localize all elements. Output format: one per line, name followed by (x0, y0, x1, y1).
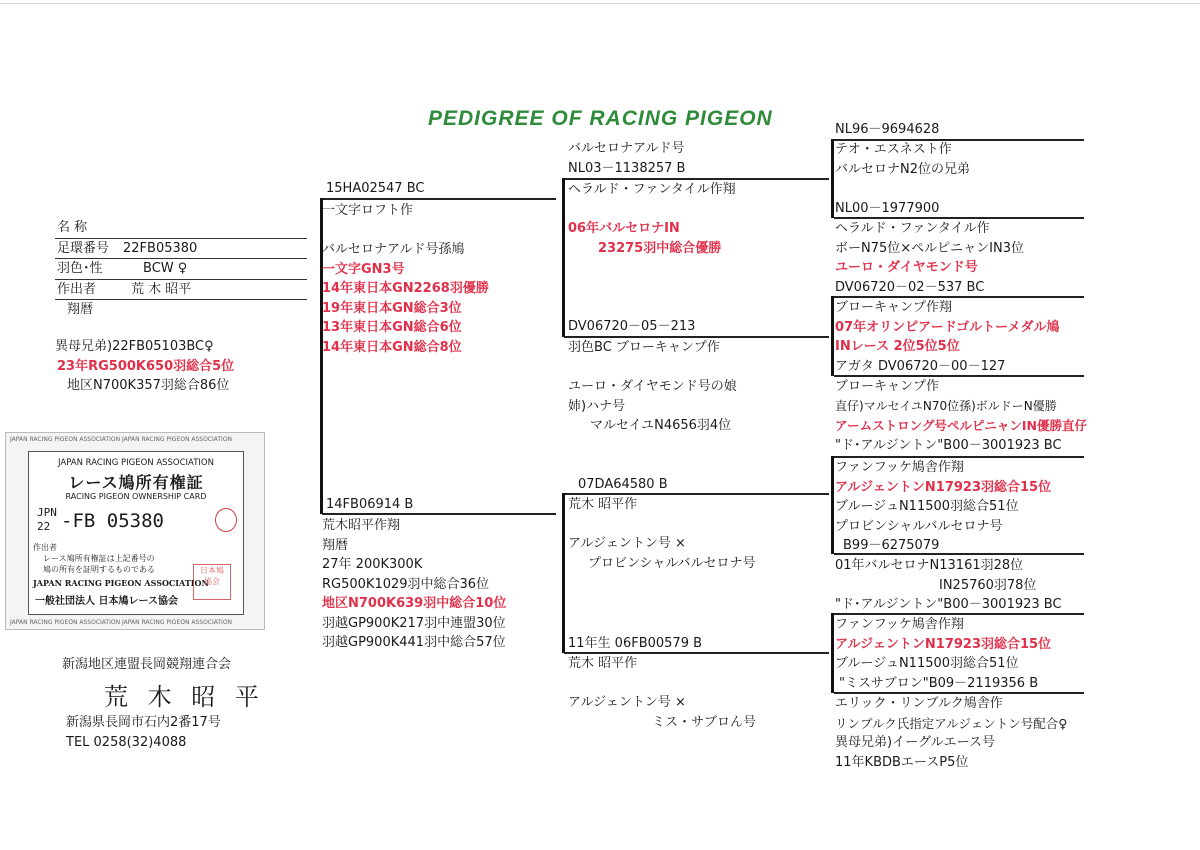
gen2-dam-bracket (562, 493, 565, 653)
bird-info-row (55, 218, 307, 239)
sire-line-text: 14年東日本GN総合8位 (322, 339, 462, 355)
owner-tel: TEL 0258(32)4088 (66, 735, 187, 750)
dd-spacer (568, 674, 756, 694)
card-org-jp: 一般社団法人 日本鳩レース協会 (35, 596, 178, 607)
card-org-top: JAPAN RACING PIGEON ASSOCIATION (58, 458, 214, 468)
ssd-ring: NL00－1977900 (835, 201, 940, 216)
sds-line-text: ブローキャンプ作翔 (835, 300, 953, 315)
card-owner-label: 作出者 (33, 543, 57, 552)
sire-ring: 15HA02547 BC (326, 181, 425, 196)
dam-line-text: 羽越GP900K441羽中総合57位 (322, 635, 506, 650)
row-value: BCW ♀ (143, 261, 188, 276)
bird-info-row (55, 300, 307, 320)
ssd-line-text: ヘラルド・ファンタイル作 (835, 221, 990, 236)
dd-line-text: アルジェントン号 × (568, 695, 686, 710)
seal-stamp-icon (215, 508, 237, 532)
sire-line-text: 14年東日本GN2268羽優勝 (322, 281, 489, 296)
sire-spacer (322, 221, 489, 241)
row-value: 荒 木 昭平 (131, 281, 192, 297)
dam-ring: 14FB06914 B (326, 497, 414, 512)
card-ring-number: -FB 05380 (61, 510, 164, 532)
ss-spacer (568, 200, 736, 220)
sire-info (322, 201, 489, 357)
card-ring-prefix-2: 22 (37, 520, 51, 533)
card-note: レース鳩所有権証は上記番号の (43, 554, 155, 563)
dss-line-text: プロビンシャルバルセロナ号 (835, 518, 1003, 534)
card-ring-prefix-1: JPN (37, 506, 57, 519)
sds-line-text: 07年オリンピアードゴルトーメダル鳩 (835, 319, 1060, 335)
ssd-line-text: DV06720－02－537 BC (835, 279, 985, 295)
dd-info (568, 654, 756, 732)
dds-line-text: アルジェントンN17923羽総合15位 (835, 636, 1052, 652)
sds-info (835, 298, 1060, 376)
dss-info (835, 458, 1051, 556)
dd-ring: 11年生 06FB00579 B (568, 636, 703, 651)
ssd-info (835, 219, 1024, 297)
sd-line-text: 姉)ハナ号 (568, 398, 626, 414)
sibling-line: 地区N700K357羽総合86位 (67, 378, 230, 393)
owner-association: 新潟地区連盟長岡競翔連合会 (62, 657, 232, 672)
sire-line-text: 19年東日本GN総合3位 (322, 300, 462, 316)
ddd-line-text: 異母兄弟)イーグルエース号 (835, 735, 996, 750)
sss-info (835, 140, 970, 179)
sibling-line: 異母兄弟)22FB05103BC♀ (55, 339, 214, 354)
ds-line-text: アルジェントン号 × (568, 536, 686, 551)
dam-line-text: 荒木昭平作翔 (322, 518, 401, 533)
sdd-line-text: ブローキャンプ作 (835, 379, 940, 394)
ssd-line-text: ボーN75位×ペルピニャンIN3位 (835, 240, 1024, 256)
gen3-bracket (831, 139, 834, 218)
gen3-bracket (831, 613, 834, 693)
sd-spacer (568, 358, 737, 378)
card-inner (28, 451, 244, 615)
dsd-info (835, 556, 1062, 615)
gen2-sire-bracket (562, 178, 565, 337)
ds-line-text: 荒木 昭平作 (568, 497, 638, 512)
sire-line-text: 一文字ロフト作 (322, 203, 414, 218)
ddd-info (835, 694, 1067, 772)
card-title: レース鳩所有権証 (68, 473, 204, 492)
ss-ring: NL03－1138257 B (568, 160, 686, 176)
dds-line-text: "ミスサブロン"B09－2119356 B (839, 675, 1039, 691)
bird-info-table (55, 218, 307, 320)
ss-line-text: 06年バルセロナIN (568, 221, 680, 236)
dsd-line-text: IN25760羽78位 (939, 577, 1037, 593)
ddd-line-text: リンブルク氏指定アルジェントン号配合♀ (835, 715, 1068, 731)
row-label: 翔暦 (67, 302, 94, 317)
dsd-line-text: "ド･アルジントン"B00－3001923 BC (835, 597, 1062, 612)
ss-name: バルセロナアルド号 (568, 141, 685, 156)
row-label: 作出者 (57, 281, 97, 297)
ds-ring: 07DA64580 B (578, 477, 668, 492)
ddd-line-text: 11年KBDBエースP5位 (835, 754, 969, 770)
dss-line-text: アルジェントンN17923羽総合15位 (835, 479, 1052, 495)
ss-info (568, 180, 736, 258)
sdd-line-text: アームストロング号ペルピニャンIN優勝直仔 (835, 418, 1087, 433)
bird-info-row (55, 239, 307, 260)
dss-line-text: B99－6275079 (843, 538, 940, 553)
sdd-line-text: 直仔)マルセイユN70位孫)ボルドーN優勝 (835, 398, 1057, 413)
page-title: PEDIGREE OF RACING PIGEON (428, 107, 773, 130)
row-label: 名 称 (57, 220, 88, 235)
bird-info-row (55, 259, 307, 280)
gen3-bracket (831, 456, 834, 554)
sibling-notes (55, 337, 234, 396)
ds-info (568, 495, 756, 573)
ds-line-text: プロビンシャルバルセロナ号 (588, 555, 756, 571)
sire-line-text: 13年東日本GN総合6位 (322, 320, 462, 335)
association-seal-stamp (193, 564, 231, 600)
dds-line-text: ブルージュN11500羽総合51位 (835, 656, 1019, 671)
card-subtitle: RACING PIGEON OWNERSHIP CARD (65, 492, 207, 501)
dds-info (835, 615, 1051, 693)
dss-line-text: ブルージュN11500羽総合51位 (835, 499, 1019, 514)
ssd-line-text: ユーロ・ダイヤモンド号 (835, 260, 978, 275)
sd-line-text: 羽色BC ブローキャンプ作 (568, 340, 720, 355)
sd-line-text: ユーロ・ダイヤモンド号の娘 (568, 379, 737, 394)
ds-spacer (568, 515, 756, 535)
card-org-en: JAPAN RACING PIGEON ASSOCIATION (33, 578, 209, 588)
ss-line-text: 23275羽中総合優勝 (598, 240, 722, 256)
top-edge-line (0, 3, 1200, 4)
sdd-line-text: "ド･アルジントン"B00－3001923 BC (835, 437, 1062, 453)
dam-line-text: RG500K1029羽中総合36位 (322, 576, 490, 592)
card-border-text: JAPAN RACING PIGEON ASSOCIATION JAPAN RACING PIGEON ASSOCIATION (10, 436, 233, 443)
row-label: 羽色･性 (57, 261, 103, 276)
card-border-text: JAPAN RACING PIGEON ASSOCIATION JAPAN RACING PIGEON ASSOCIATION (10, 619, 233, 626)
sds-line-text: アガタ DV06720－00－127 (835, 358, 1006, 374)
sibling-line: 23年RG500K650羽総合5位 (57, 358, 235, 374)
owner-name: 荒 木 昭 平 (104, 683, 265, 711)
dd-line-text: 荒木 昭平作 (568, 656, 638, 671)
dam-line-text: 27年 200K300K (322, 557, 423, 572)
sss-line-text: バルセロナN2位の兄弟 (835, 161, 970, 177)
sire-line-text: バルセロナアルド号孫鳩 (322, 242, 465, 257)
ownership-card (5, 432, 265, 630)
sire-line-text: 一文字GN3号 (322, 261, 405, 277)
dam-line-text: 地区N700K639羽中総合10位 (322, 596, 507, 611)
dds-line-text: ファンフッケ鳩舎作翔 (835, 617, 964, 632)
dam-info (322, 516, 506, 653)
card-note: 鳩の所有を証明するものである (43, 565, 155, 574)
sd-info (568, 338, 737, 436)
sds-line-text: INレース 2位5位5位 (835, 339, 960, 354)
row-value: 22FB05380 (123, 240, 198, 256)
sd-line-text: マルセイユN4656羽4位 (590, 418, 732, 433)
ss-line-text: ヘラルド・ファンタイル作翔 (568, 182, 736, 197)
dss-line-text: ファンフッケ鳩舎作翔 (835, 460, 964, 475)
row-label: 足環番号 (57, 240, 110, 256)
owner-address: 新潟県長岡市石内2番17号 (66, 715, 221, 730)
sd-ring: DV06720－05－213 (568, 319, 696, 334)
seal-text: 日本鳩 (200, 566, 224, 575)
ddd-line-text: エリック・リンブルク鳩舎作 (835, 696, 1003, 711)
dsd-line-text: 01年バルセロナN13161羽28位 (835, 558, 1024, 573)
gen3-bracket (831, 296, 834, 376)
sss-ring: NL96－9694628 (835, 122, 940, 137)
sdd-info (835, 377, 1087, 455)
sss-line-text: テオ・エスネスト作 (835, 142, 952, 157)
seal-text: 協会 (204, 577, 220, 586)
dd-line-text: ミス・サブロん号 (652, 714, 757, 730)
dam-line-text: 翔暦 (322, 537, 349, 553)
bird-info-row (55, 280, 307, 301)
dam-line-text: 羽越GP900K217羽中連盟30位 (322, 615, 506, 631)
ss-header (568, 139, 685, 178)
